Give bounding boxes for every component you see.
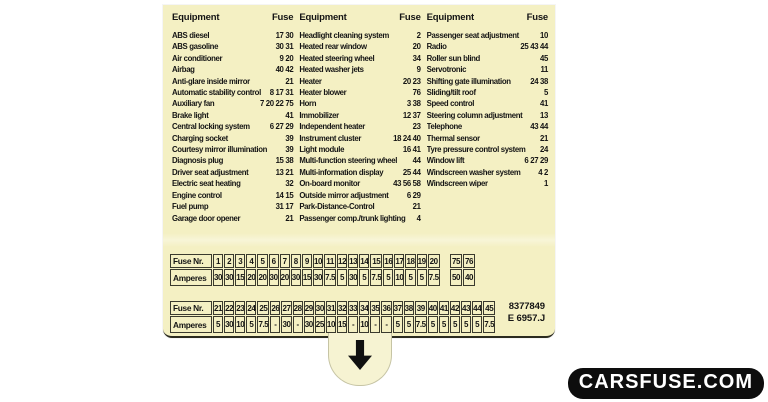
equipment-column [299,12,420,224]
ampere-value-cell: - [293,316,303,333]
ampere-value-cell: 40 [463,269,475,286]
equipment-name: Telephone [426,122,462,132]
equipment-name: Windscreen washer system [426,167,521,177]
equipment-name: Thermal sensor [426,133,480,143]
fuse-table-21-45 [169,300,496,334]
fuse-number-cell: 6 [269,254,279,268]
fuse-number-cell: 18 [405,254,415,268]
fuse-number-cell: 43 [461,301,471,315]
fuse-number-cell: 19 [417,254,427,268]
ampere-value-cell: 20 [257,269,267,286]
ampere-value-cell: - [370,316,380,333]
ampere-value-cell: 5 [417,269,427,286]
equipment-name: Heated rear window [299,42,367,52]
fuse-number-cell: 20 [428,254,440,268]
equipment-fuse-numbers: 5 [543,88,548,98]
equipment-row [427,144,548,155]
ampere-value-cell: 7.5 [428,269,440,286]
equipment-name: Heater blower [299,88,347,98]
equipment-row [172,53,293,64]
part-numbers [508,301,545,325]
ampere-value-cell: 30 [313,269,323,286]
equipment-fuse-numbers: 21 [540,133,548,143]
ampere-value-cell: 30 [348,269,358,286]
fuse-number-cell: 40 [428,301,438,315]
ampere-value-cell: 5 [404,316,414,333]
equipment-row [299,167,420,178]
equipment-row [172,213,293,224]
equipment-name: Diagnosis plug [172,156,223,166]
equipment-row [427,178,548,189]
equipment-fuse-numbers: 8 17 31 [269,88,294,98]
equipment-row [299,144,420,155]
equipment-fuse-numbers: 13 21 [275,167,294,177]
fuse-number-cell: 16 [383,254,393,268]
equipment-row [299,155,420,166]
equipment-name: Tyre pressure control system [426,145,526,155]
fuse-allocation-card [163,5,555,338]
equipment-row [172,64,293,75]
equipment-fuse-numbers: 4 2 [538,167,548,177]
ampere-value-cell: 15 [337,316,347,333]
pull-tab [328,333,392,386]
ampere-value-cell: 10 [235,316,245,333]
ampere-value-cell: 5 [337,269,347,286]
fuse-number-cell: 13 [348,254,358,268]
equipment-row [427,155,548,166]
equipment-row [172,167,293,178]
fuse-number-cell: 76 [463,254,475,268]
equipment-row [299,133,420,144]
equipment-header-label: Equipment [172,12,220,23]
equipment-fuse-numbers: 41 [540,99,548,109]
ampere-value-cell: 7.5 [324,269,336,286]
equipment-fuse-numbers: 39 [285,133,294,143]
fuse-number-cell: 34 [359,301,369,315]
equipment-row [299,190,420,201]
ampere-value-cell: 20 [246,269,256,286]
equipment-row [172,110,293,121]
ampere-value-cell: 7.5 [257,316,269,333]
equipment-name: Multi-function steering wheel [299,156,398,166]
equipment-row [427,87,548,98]
fuse-number-cell: 12 [337,254,347,268]
card-crease [163,233,555,247]
fuse-number-row [170,301,495,315]
equipment-row [172,41,293,52]
ampere-value-cell: 10 [326,316,336,333]
equipment-fuse-numbers: 1 [543,179,548,189]
equipment-row [172,87,293,98]
fuse-number-cell: 33 [348,301,358,315]
equipment-fuse-numbers: 16 41 [402,145,421,155]
ampere-value-cell: 5 [439,316,449,333]
fuse-nr-label: Fuse Nr. [170,254,212,268]
equipment-row [427,167,548,178]
equipment-fuse-numbers: 25 44 [402,167,421,177]
equipment-name: Airbag [172,65,195,75]
ampere-value-cell: 15 [235,269,245,286]
equipment-row [299,64,420,75]
ampere-value-cell: 5 [213,316,223,333]
equipment-row [172,30,293,41]
fuse-number-cell: 29 [304,301,314,315]
ampere-value-cell: 30 [224,316,234,333]
equipment-name: Park-Distance-Control [299,202,375,212]
ampere-value-cell: - [381,316,391,333]
ampere-value-cell: - [348,316,358,333]
fuse-header-label: Fuse [271,12,294,23]
fuse-number-cell: 23 [235,301,245,315]
equipment-fuse-numbers: 39 [285,145,294,155]
ampere-value-cell: 30 [213,269,223,286]
fuse-number-cell: 2 [224,254,234,268]
equipment-name: Heated steering wheel [299,53,375,63]
ampere-value-cell: 25 [315,316,325,333]
equipment-name: Window lift [426,156,465,166]
part-number-line2: E 6957.J [507,313,545,324]
equipment-row [299,121,420,132]
equipment-name: ABS gasoline [172,42,219,52]
equipment-row [427,41,548,52]
equipment-row [427,76,548,87]
watermark-text: CARSFUSE.COM [578,371,753,393]
equipment-name: Courtesy mirror illumination [172,145,268,155]
fuse-number-cell: 39 [415,301,427,315]
equipment-fuse-numbers: 15 38 [275,156,294,166]
equipment-name: Brake light [172,110,209,120]
equipment-fuse-numbers: 11 [540,65,548,75]
equipment-columns [172,12,548,224]
equipment-name: Radio [426,42,447,52]
ampere-value-cell: 5 [246,316,256,333]
fuse-number-cell: 4 [246,254,256,268]
equipment-fuse-numbers: 6 27 29 [524,156,548,166]
equipment-row [299,110,420,121]
fuse-number-cell: 75 [450,254,462,268]
fuse-number-cell: 15 [370,254,382,268]
ampere-value-cell: 5 [383,269,393,286]
equipment-row [427,64,548,75]
equipment-fuse-numbers: 10 [540,31,548,40]
equipment-fuse-numbers: 24 38 [530,76,548,86]
equipment-fuse-numbers: 31 17 [275,202,294,212]
ampere-value-cell: 10 [359,316,369,333]
equipment-name: Passenger seat adjustment [426,31,519,40]
equipment-name: Windscreen wiper [426,179,488,189]
equipment-row [172,190,293,201]
amperes-label: Amperes [170,316,212,333]
equipment-fuse-numbers: 4 [416,213,421,223]
equipment-name: Electric seat heating [172,179,241,189]
column-header [427,12,548,23]
equipment-row [299,213,420,224]
fuse-number-cell: 10 [313,254,323,268]
fuse-number-cell: 38 [404,301,414,315]
equipment-row [172,144,293,155]
ampere-value-cell: 5 [393,316,403,333]
fuse-number-cell: 17 [394,254,404,268]
equipment-name: Central locking system [172,122,250,132]
equipment-name: Auxiliary fan [172,99,215,109]
fuse-number-cell: 22 [224,301,234,315]
equipment-fuse-numbers: 76 [412,88,421,98]
equipment-fuse-numbers: 21 [285,76,294,86]
ampere-value-cell: 5 [405,269,415,286]
ampere-value-cell: 30 [304,316,314,333]
fuse-number-cell: 32 [337,301,347,315]
fuse-number-cell: 36 [381,301,391,315]
equipment-fuse-numbers: 17 30 [275,31,294,40]
equipment-fuse-numbers: 43 56 58 [393,179,421,189]
fuse-number-cell: 24 [246,301,256,315]
equipment-row [299,87,420,98]
fuse-header-label: Fuse [526,12,548,23]
equipment-name: Servotronic [426,65,467,75]
equipment-fuse-numbers: 23 [412,122,421,132]
equipment-name: Light module [299,145,345,155]
ampere-value-cell: 15 [302,269,312,286]
equipment-column [172,12,293,224]
amperes-row [170,316,495,333]
equipment-fuse-numbers: 44 [412,156,421,166]
equipment-row [172,76,293,87]
equipment-fuse-numbers: 43 44 [530,122,548,132]
amperes-row [170,269,440,286]
equipment-name: Heated washer jets [299,65,364,75]
equipment-row [172,133,293,144]
equipment-fuse-numbers: 2 [416,31,421,40]
equipment-name: Immobilizer [299,110,339,120]
equipment-fuse-numbers: 21 [285,213,294,223]
ampere-value-cell: - [270,316,280,333]
fuse-number-cell: 41 [439,301,449,315]
fuse-table-75-76 [449,253,476,287]
equipment-name: Fuel pump [172,202,209,212]
ampere-value-cell: 5 [461,316,471,333]
equipment-fuse-numbers: 13 [540,110,548,120]
equipment-row [299,76,420,87]
equipment-name: Instrument cluster [299,133,362,143]
equipment-row [172,155,293,166]
equipment-name: Headlight cleaning system [299,31,389,40]
equipment-column [427,12,548,224]
ampere-value-cell: 5 [450,316,460,333]
fuse-number-cell: 9 [302,254,312,268]
ampere-value-cell: 30 [269,269,279,286]
equipment-row [427,30,548,41]
equipment-row [299,98,420,109]
equipment-name: Shifting gate illumination [426,76,511,86]
fuse-number-cell: 8 [291,254,301,268]
equipment-fuse-numbers: 18 24 40 [393,133,421,143]
equipment-name: Air conditioner [172,53,223,63]
ampere-value-cell: 50 [450,269,462,286]
equipment-row [299,178,420,189]
equipment-fuse-numbers: 41 [285,110,294,120]
ampere-value-cell: 30 [291,269,301,286]
fuse-number-row [450,254,475,268]
equipment-name: Automatic stability control [172,88,261,98]
fuse-number-row [170,254,440,268]
equipment-row [299,201,420,212]
equipment-name: Charging socket [172,133,228,143]
equipment-row [172,98,293,109]
equipment-name: ABS diesel [172,31,210,40]
fuse-number-cell: 44 [472,301,482,315]
equipment-fuse-numbers: 9 20 [279,53,294,63]
fuse-number-cell: 42 [450,301,460,315]
equipment-fuse-numbers: 40 42 [275,65,294,75]
equipment-fuse-numbers: 45 [540,53,548,63]
equipment-name: Horn [299,99,317,109]
fuse-number-cell: 27 [281,301,291,315]
ampere-value-cell: 30 [224,269,234,286]
down-arrow-icon [348,340,372,370]
equipment-fuse-numbers: 14 15 [275,190,294,200]
fuse-number-cell: 31 [326,301,336,315]
ampere-value-cell: 7.5 [483,316,495,333]
equipment-row [172,178,293,189]
equipment-name: Passenger comp./trunk lighting [299,213,406,223]
equipment-name: On-board monitor [299,179,360,189]
equipment-row [299,41,420,52]
equipment-fuse-numbers: 34 [412,53,421,63]
equipment-fuse-numbers: 7 20 22 75 [259,99,294,109]
equipment-fuse-numbers: 24 [540,145,548,155]
equipment-fuse-numbers: 32 [285,179,294,189]
equipment-fuse-numbers: 20 23 [402,76,421,86]
equipment-name: Garage door opener [172,213,241,223]
fuse-number-cell: 35 [370,301,380,315]
ampere-value-cell: 10 [394,269,404,286]
equipment-fuse-numbers: 6 29 [406,190,421,200]
equipment-name: Independent heater [299,122,365,132]
fuse-nr-label: Fuse Nr. [170,301,212,315]
ampere-value-cell: 5 [359,269,369,286]
part-number-line1: 8377849 [508,301,545,312]
fuse-number-cell: 26 [270,301,280,315]
ampere-value-cell: 5 [472,316,482,333]
equipment-name: Steering column adjustment [426,110,523,120]
equipment-row [299,30,420,41]
equipment-fuse-numbers: 6 27 29 [269,122,294,132]
ampere-value-cell: 20 [280,269,290,286]
equipment-header-label: Equipment [426,12,474,23]
amperes-row [450,269,475,286]
equipment-row [427,121,548,132]
equipment-name: Anti-glare inside mirror [172,76,250,86]
fuse-number-cell: 25 [257,301,269,315]
equipment-fuse-numbers: 21 [412,202,421,212]
equipment-fuse-numbers: 9 [416,65,421,75]
equipment-fuse-numbers: 25 43 44 [520,42,548,52]
ampere-value-cell: 7.5 [415,316,427,333]
equipment-name: Sliding/tilt roof [426,88,476,98]
equipment-row [172,121,293,132]
amperes-label: Amperes [170,269,212,286]
equipment-name: Roller sun blind [426,53,480,63]
equipment-row [427,133,548,144]
equipment-row [427,110,548,121]
fuse-number-cell: 30 [315,301,325,315]
equipment-name: Driver seat adjustment [172,167,249,177]
fuse-header-label: Fuse [399,12,421,23]
equipment-name: Multi-information display [299,167,384,177]
equipment-row [299,53,420,64]
fuse-number-cell: 1 [213,254,223,268]
equipment-fuse-numbers: 3 38 [406,99,421,109]
equipment-row [427,98,548,109]
fuse-number-cell: 7 [280,254,290,268]
fuse-number-cell: 37 [393,301,403,315]
watermark-badge [568,368,764,399]
ampere-value-cell: 5 [428,316,438,333]
column-header [299,12,420,23]
fuse-number-cell: 14 [359,254,369,268]
fuse-number-cell: 3 [235,254,245,268]
fuse-number-cell: 11 [324,254,336,268]
fuse-number-cell: 21 [213,301,223,315]
equipment-name: Outside mirror adjustment [299,190,389,200]
equipment-name: Heater [299,76,322,86]
fuse-number-cell: 28 [293,301,303,315]
ampere-value-cell: 30 [281,316,291,333]
equipment-fuse-numbers: 30 31 [275,42,294,52]
equipment-name: Engine control [172,190,222,200]
equipment-row [427,53,548,64]
ampere-value-cell: 7.5 [370,269,382,286]
equipment-name: Speed control [426,99,475,109]
column-header [172,12,293,23]
fuse-number-cell: 5 [257,254,267,268]
fuse-number-cell: 45 [483,301,495,315]
equipment-fuse-numbers: 12 37 [402,110,421,120]
equipment-header-label: Equipment [299,12,347,23]
fuse-table-1-20 [169,253,441,287]
equipment-row [172,201,293,212]
equipment-fuse-numbers: 20 [412,42,421,52]
